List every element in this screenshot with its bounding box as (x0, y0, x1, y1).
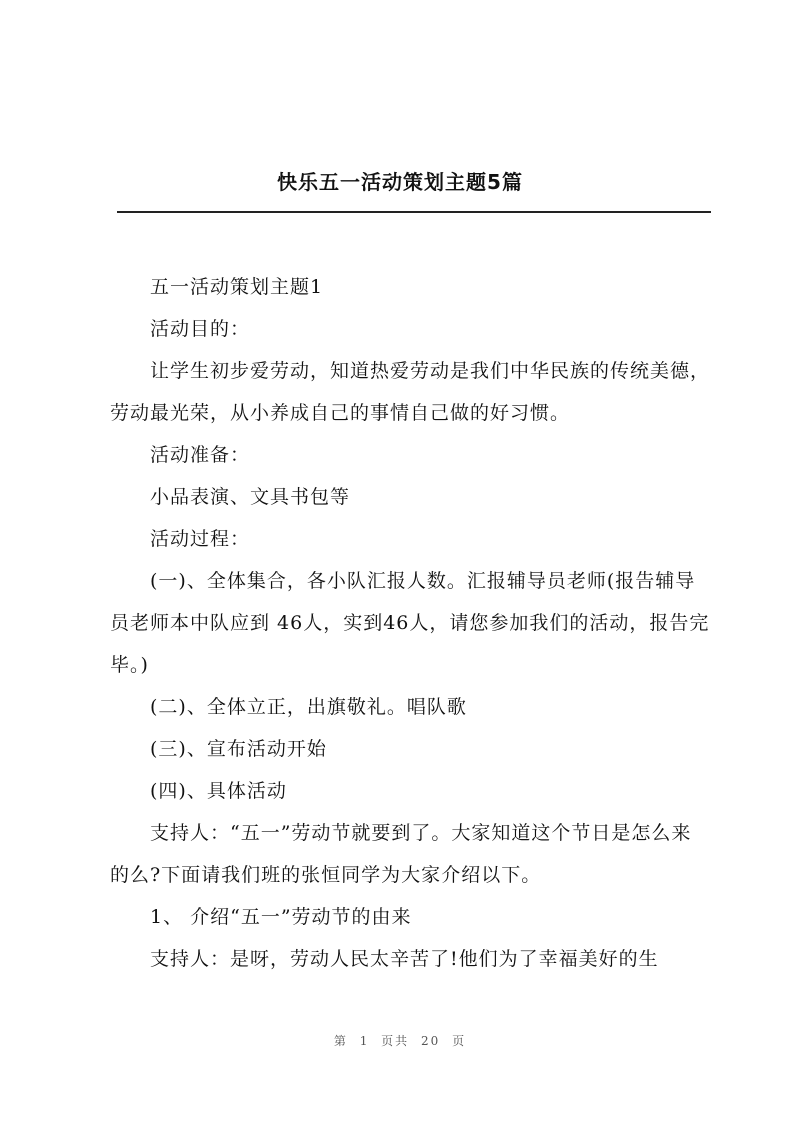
paragraph: 让学生初步爱劳动，知道热爱劳动是我们中华民族的传统美德，劳动最光荣，从小养成自己的事情自己做的好习惯。 (110, 360, 711, 424)
paragraph: 活动准备： (150, 444, 251, 466)
paragraph: (四)、具体活动 (150, 780, 287, 802)
footer-prefix: 第 (333, 1034, 348, 1048)
section-heading: 五一活动策划主题1 (150, 276, 324, 298)
document-title: 快乐五一活动策划主题5篇 (277, 170, 523, 194)
paragraph: (一)、全体集合，各小队汇报人数。汇报辅导员老师(报告辅导员老师本中队应到 46人，实到46人，请您参加我们的活动，报告完毕。) (110, 570, 710, 676)
paragraph: 支持人：是呀，劳动人民太辛苦了!他们为了幸福美好的生 (150, 948, 659, 970)
footer-middle: 页共 (381, 1034, 410, 1048)
document-body (110, 266, 710, 980)
paragraph: 1、 介绍“五一”劳动节的由来 (150, 906, 412, 928)
paragraph: 支持人：“五一”劳动节就要到了。大家知道这个节日是怎么来的么?下面请我们班的张恒同学为大家介绍以下。 (110, 822, 692, 886)
footer-page-number: 1 (359, 1034, 370, 1048)
page-footer (0, 1032, 800, 1049)
title-divider (117, 211, 711, 213)
paragraph: 活动过程： (150, 528, 251, 550)
footer-suffix: 页 (452, 1034, 467, 1048)
paragraph: (三)、宣布活动开始 (150, 738, 327, 760)
paragraph: 小品表演、文具书包等 (150, 486, 351, 508)
paragraph: 活动目的： (150, 318, 251, 340)
footer-total-pages: 20 (421, 1034, 441, 1048)
paragraph: (二)、全体立正，出旗敬礼。唱队歌 (150, 696, 467, 718)
